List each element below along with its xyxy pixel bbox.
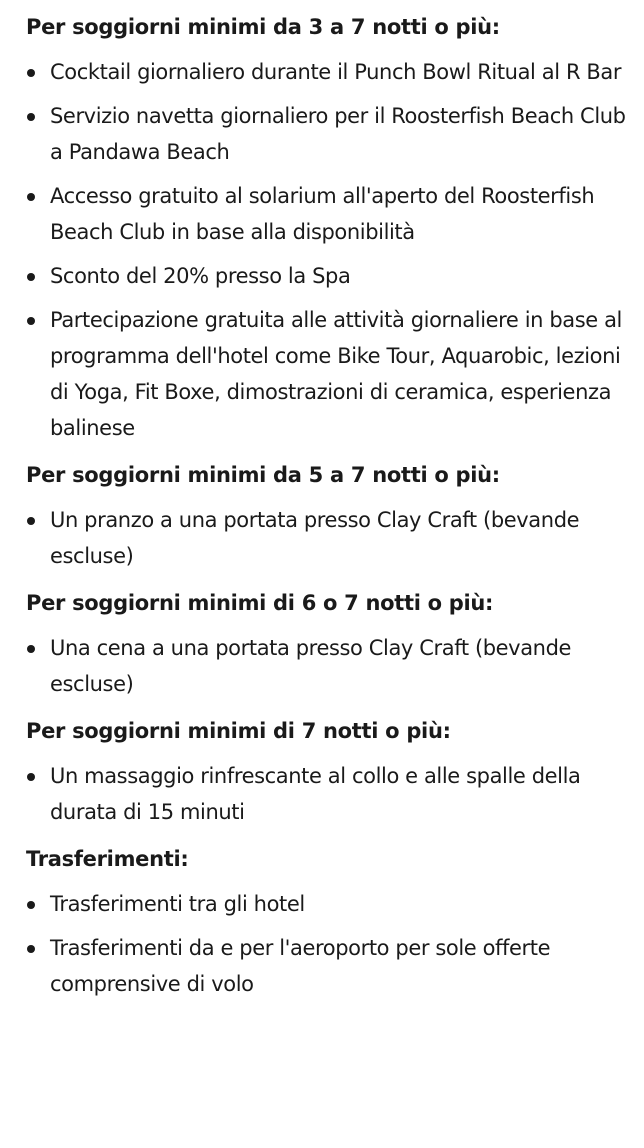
offer-details [26,10,636,1014]
section-heading: Per soggiorni minimi di 6 o 7 notti o più: [26,591,494,615]
list-item: Accesso gratuito al solarium all'aperto del Roosterfish Beach Club in base alla disponibilità [26,178,636,250]
list-item: Un pranzo a una portata presso Clay Craft (bevande escluse) [26,502,636,574]
list-item: Trasferimenti tra gli hotel [26,886,636,922]
section-heading: Trasferimenti: [26,847,189,871]
list-item: Sconto del 20% presso la Spa [26,258,636,294]
list-item: Cocktail giornaliero durante il Punch Bowl Ritual al R Bar [26,54,636,90]
list-item: Trasferimenti da e per l'aeroporto per sole offerte comprensive di volo [26,930,636,1002]
section-3-7-nights [26,10,636,446]
section-5-7-nights [26,458,636,574]
section-heading: Per soggiorni minimi da 3 a 7 notti o più: [26,15,500,39]
section-heading: Per soggiorni minimi da 5 a 7 notti o più: [26,463,500,487]
benefit-list [26,54,636,446]
benefit-list [26,758,636,830]
list-item: Una cena a una portata presso Clay Craft (bevande escluse) [26,630,636,702]
section-6-7-nights [26,586,636,702]
list-item: Servizio navetta giornaliero per il Roosterfish Beach Club a Pandawa Beach [26,98,636,170]
list-item: Partecipazione gratuita alle attività giornaliere in base al programma dell'hotel come Bike Tour, Aquarobic, lezioni di Yoga, Fit Boxe, dimostrazioni di ceramica, esperienza balinese [26,302,636,446]
benefit-list [26,502,636,574]
benefit-list [26,886,636,1002]
list-item: Un massaggio rinfrescante al collo e alle spalle della durata di 15 minuti [26,758,636,830]
section-7-nights [26,714,636,830]
benefit-list [26,630,636,702]
section-transfers [26,842,636,1002]
section-heading: Per soggiorni minimi di 7 notti o più: [26,719,451,743]
